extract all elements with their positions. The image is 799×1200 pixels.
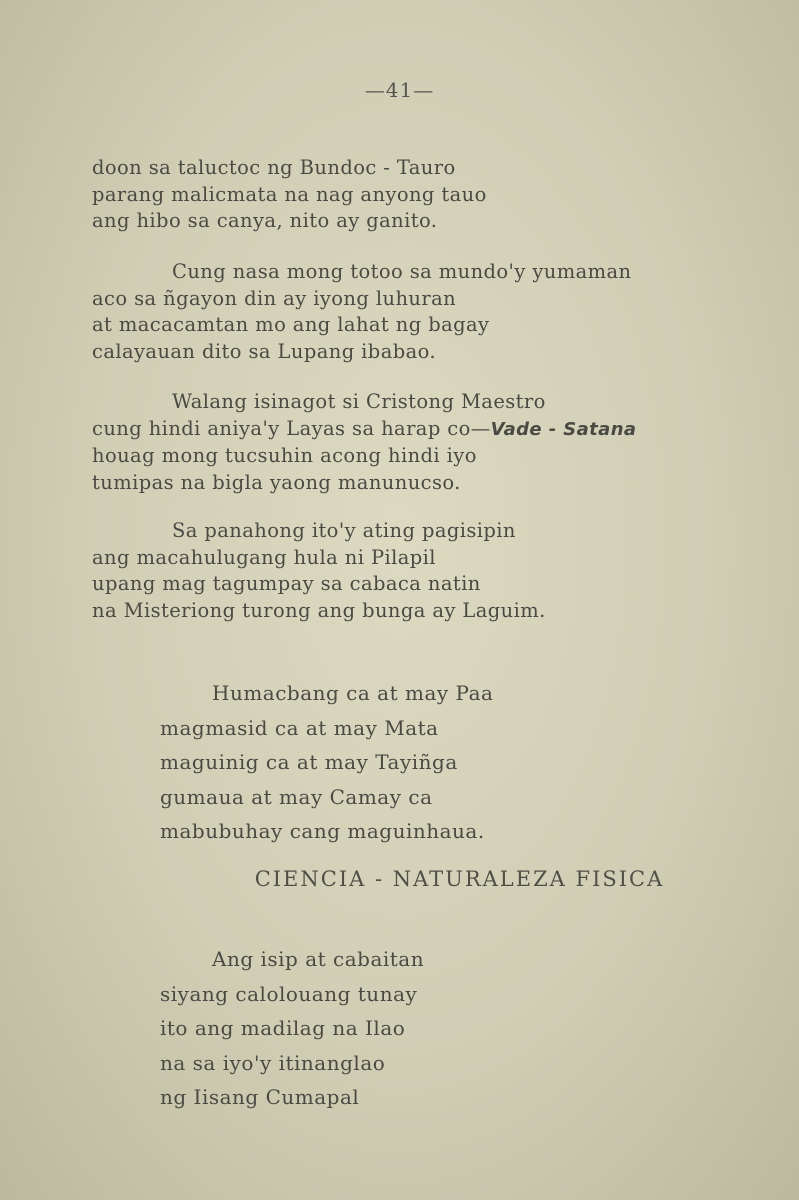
verse-1 bbox=[160, 676, 493, 849]
stanza-line: doon sa taluctoc ng Bundoc - Tauro bbox=[92, 156, 456, 179]
verse-line: ito ang madilag na Ilao bbox=[160, 1016, 406, 1040]
stanza-line: ang hibo sa canya, nito ay ganito. bbox=[92, 209, 438, 232]
stanza-line: Walang isinagot si Cristong Maestro bbox=[172, 390, 546, 413]
verse-line: na sa iyo'y itinanglao bbox=[160, 1050, 386, 1075]
stanza-line: houag mong tucsuhin acong hindi iyo bbox=[92, 444, 477, 467]
stanza-line: ang macahulugang hula ni Pilapil bbox=[92, 545, 436, 569]
stanza-line: upang mag tagumpay sa cabaca natin bbox=[92, 572, 481, 595]
stanza-4 bbox=[92, 518, 546, 624]
verse-line: mabubuhay cang maguinhaua. bbox=[160, 819, 485, 843]
verse-2 bbox=[160, 942, 424, 1115]
stanza-line: tumipas na bigla yaong manunucso. bbox=[92, 470, 461, 494]
italic-phrase: Vade - Satana bbox=[490, 418, 637, 440]
section-heading: CIENCIA - NATURALEZA FISICA bbox=[254, 867, 665, 891]
stanza-line: calayauan dito sa Lupang ibabao. bbox=[92, 339, 437, 363]
stanza-line: Sa panahong ito'y ating pagisipin bbox=[172, 519, 516, 542]
verse-line: magmasid ca at may Mata bbox=[160, 715, 439, 740]
page-number: —41— bbox=[364, 78, 435, 102]
stanza-line: Cung nasa mong totoo sa mundo'y yumaman bbox=[172, 260, 632, 283]
stanza-line: parang malicmata na nag anyong tauo bbox=[92, 182, 487, 206]
stanza-line bbox=[92, 416, 636, 444]
verse-line: siyang calolouang tunay bbox=[160, 981, 418, 1006]
verse-line: Humacbang ca at may Paa bbox=[212, 681, 494, 705]
stanza-3 bbox=[92, 389, 636, 496]
stanza-line: at macacamtan mo ang lahat ng bagay bbox=[92, 313, 490, 336]
stanza-2 bbox=[92, 259, 632, 365]
verse-line: Ang isip at cabaitan bbox=[212, 947, 425, 971]
stanza-line: na Misteriong turong ang bunga ay Laguim. bbox=[92, 598, 546, 622]
verse-line: gumaua at may Camay ca bbox=[160, 784, 433, 809]
verse-line: maguinig ca at may Tayiñga bbox=[160, 750, 458, 774]
stanza-line-text: cung hindi aniya'y Layas sa harap co— bbox=[92, 416, 491, 440]
verse-line: ng Iisang Cumapal bbox=[160, 1085, 360, 1109]
stanza-1 bbox=[92, 155, 487, 235]
stanza-line: aco sa ñgayon din ay iyong luhuran bbox=[92, 286, 457, 310]
